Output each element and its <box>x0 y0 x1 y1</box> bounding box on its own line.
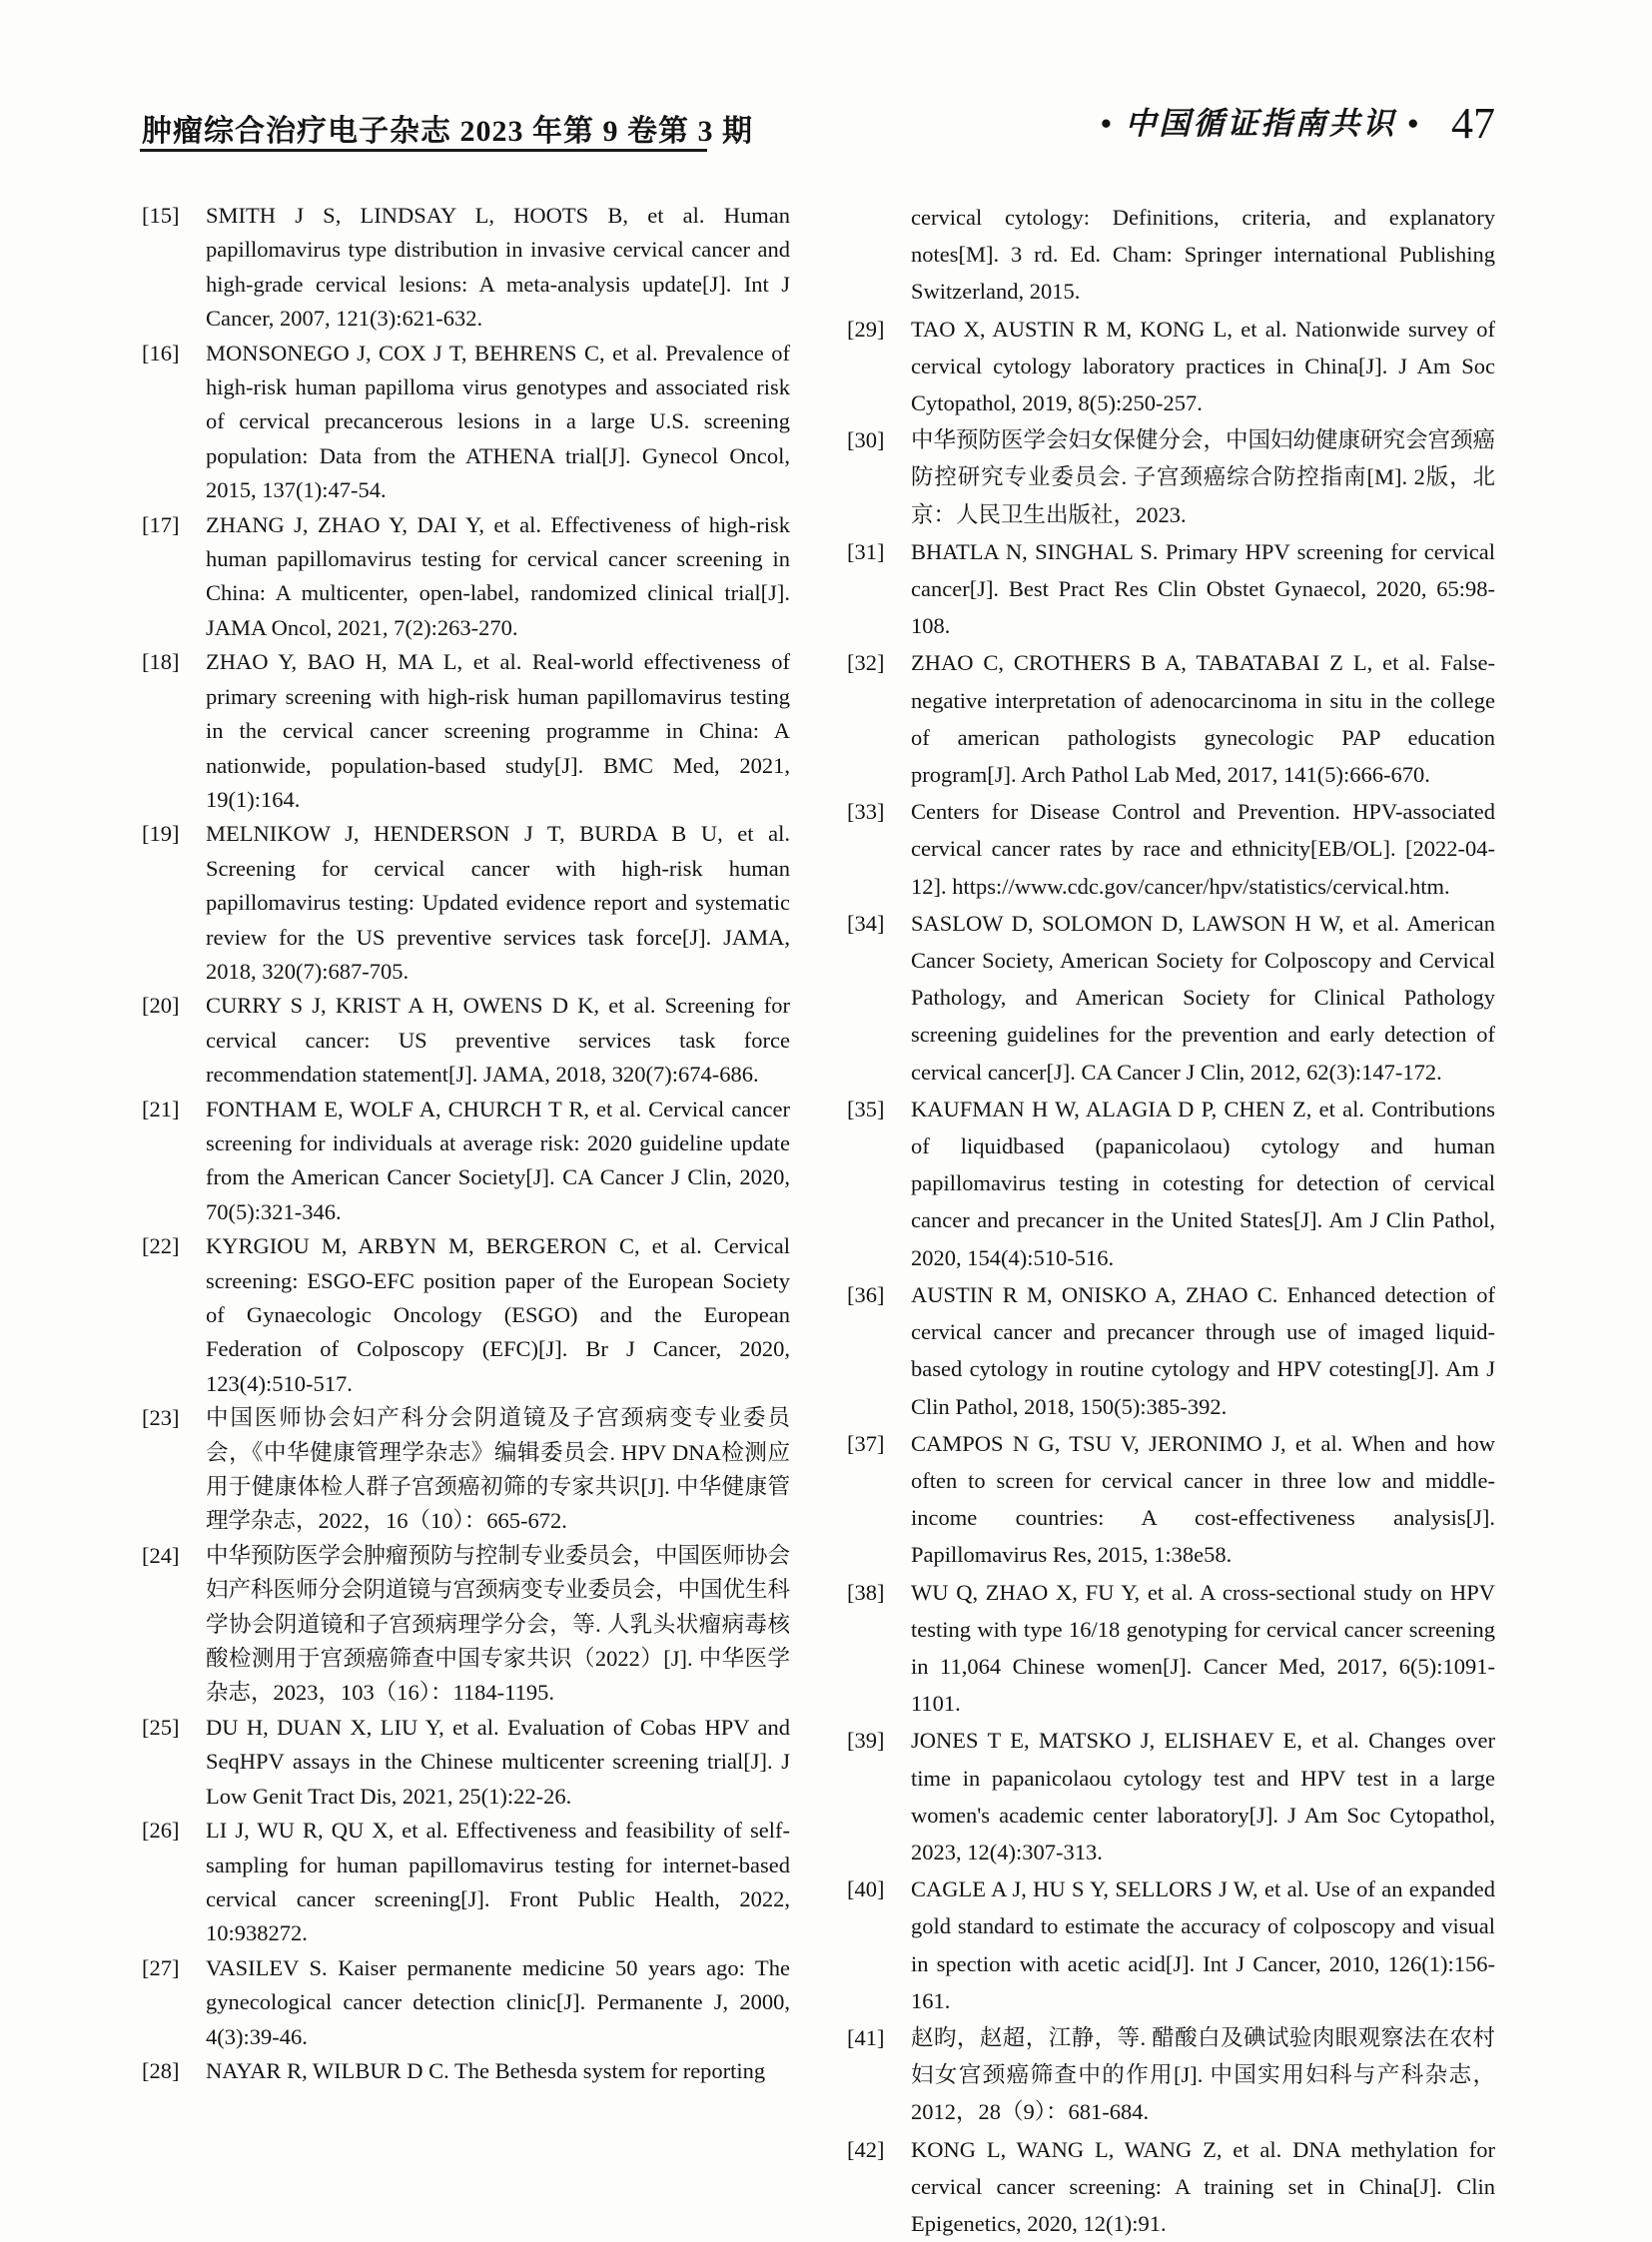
reference-number: [38] <box>847 1579 885 1605</box>
references-right-column <box>847 199 1495 2242</box>
reference-text: AUSTIN R M, ONISKO A, ZHAO C. Enhanced detection of cervical cancer and precancer through use of imaged liquid-based cytology in routine cytology and HPV cotesting[J]. Am J Clin Pathol, 2018, 150(5):385-392. <box>911 1281 1495 1419</box>
reference-text: MELNIKOW J, HENDERSON J T, BURDA B U, et al. Screening for cervical cancer with high-risk human papillomavirus testing: Updated evidence report and systematic review for the US preventive services task force[J]. JAMA, 2018, 320(7):687-705. <box>206 821 790 984</box>
reference-number: [17] <box>142 511 180 537</box>
reference-item <box>142 1539 790 1711</box>
reference-item <box>847 905 1495 1091</box>
reference-item <box>847 1870 1495 2019</box>
reference-number: [41] <box>847 2024 885 2050</box>
reference-item <box>142 1401 790 1539</box>
reference-item <box>142 1711 790 1814</box>
reference-number: [36] <box>847 1281 885 1307</box>
reference-text: BHATLA N, SINGHAL S. Primary HPV screening for cervical cancer[J]. Best Pract Res Clin Obstet Gynaecol, 2020, 65:98-108. <box>911 538 1495 639</box>
reference-text: cervical cytology: Definitions, criteria, and explanatory notes[M]. 3 rd. Ed. Cham: Springer international Publishing Switzerland, 2015. <box>911 205 1495 305</box>
reference-item <box>847 1722 1495 1870</box>
reference-item <box>847 2131 1495 2242</box>
reference-number: [32] <box>847 650 885 676</box>
reference-item <box>142 1814 790 1951</box>
reference-number: [22] <box>142 1233 180 1259</box>
reference-text: ZHANG J, ZHAO Y, DAI Y, et al. Effectiveness of high-risk human papillomavirus testing for cervical cancer screening in China: A multicenter, open-label, randomized clinical trial[J]. JAMA Oncol, 2021, 7(2):263-270. <box>206 511 790 640</box>
reference-number: [33] <box>847 799 885 825</box>
reference-number: [20] <box>142 993 180 1019</box>
section-title: • 中国循证指南共识 • <box>1100 106 1421 141</box>
reference-number: [42] <box>847 2136 885 2162</box>
reference-text: LI J, WU R, QU X, et al. Effectiveness and feasibility of self-sampling for human papillomavirus testing for internet-based cervical cancer screening[J]. Front Public Health, 2022, 10:938272. <box>206 1818 790 1946</box>
reference-number: [37] <box>847 1430 885 1456</box>
reference-item <box>142 989 790 1092</box>
reference-item <box>847 793 1495 905</box>
reference-item <box>142 1093 790 1230</box>
reference-text: JONES T E, MATSKO J, ELISHAEV E, et al. Changes over time in papanicolaou cytology test and HPV test in a large women's academic center laboratory[J]. J Am Soc Cytopathol, 2023, 12(4):307-313. <box>911 1728 1495 1865</box>
reference-number: [30] <box>847 427 885 453</box>
reference-item <box>847 199 1495 311</box>
reference-item <box>847 421 1495 533</box>
reference-text: SMITH J S, LINDSAY L, HOOTS B, et al. Human papillomavirus type distribution in invasive cervical cancer and high-grade cervical lesions: A meta-analysis update[J]. Int J Cancer, 2007, 121(3):621-632. <box>206 203 790 332</box>
reference-item <box>142 817 790 989</box>
reference-item <box>847 1574 1495 1723</box>
reference-text: KONG L, WANG L, WANG Z, et al. DNA methylation for cervical cancer screening: A training set in China[J]. Clin Epigenetics, 2020, 12(1):91. <box>911 2136 1495 2236</box>
reference-item <box>847 1425 1495 1574</box>
reference-number: [23] <box>142 1405 180 1431</box>
reference-item <box>142 508 790 646</box>
reference-number: [15] <box>142 203 180 228</box>
reference-text: ZHAO Y, BAO H, MA L, et al. Real-world effectiveness of primary screening with high-risk human papillomavirus testing in the cervical cancer screening programme in China: A nationwide, population-based study[J]. BMC Med, 2021, 19(1):164. <box>206 649 790 812</box>
reference-text: DU H, DUAN X, LIU Y, et al. Evaluation of Cobas HPV and SeqHPV assays in the Chinese multicenter screening trial[J]. J Low Genit Tract Dis, 2021, 25(1):22-26. <box>206 1714 790 1809</box>
reference-text: CAMPOS N G, TSU V, JERONIMO J, et al. When and how often to screen for cervical cancer in three low and middle-income countries: A cost-effectiveness analysis[J]. Papillomavirus Res, 2015, 1:38e58. <box>911 1430 1495 1568</box>
reference-item <box>142 1229 790 1401</box>
reference-number: [25] <box>142 1714 180 1740</box>
reference-text: WU Q, ZHAO X, FU Y, et al. A cross-sectional study on HPV testing with type 16/18 genotyping for cervical cancer screening in 11,064 Chinese women[J]. Cancer Med, 2017, 6(5):1091-1101. <box>911 1579 1495 1717</box>
reference-number: [28] <box>142 2057 180 2083</box>
reference-text: ZHAO C, CROTHERS B A, TABATABAI Z L, et al. False-negative interpretation of adenocarcinoma in situ in the college of american pathologists gynecologic PAP education program[J]. Arch Pathol Lab Med, 2017, 141(5):666-670. <box>911 650 1495 788</box>
reference-item <box>847 644 1495 793</box>
reference-item <box>847 2019 1495 2131</box>
reference-number: [19] <box>142 821 180 847</box>
reference-text: CAGLE A J, HU S Y, SELLORS J W, et al. Use of an expanded gold standard to estimate the accuracy of colposcopy and visual in spection with acetic acid[J]. Int J Cancer, 2010, 126(1):156-161. <box>911 1876 1495 2013</box>
reference-item <box>847 533 1495 645</box>
reference-number: [39] <box>847 1728 885 1754</box>
reference-number: [27] <box>142 1954 180 1980</box>
reference-number: [24] <box>142 1542 180 1568</box>
reference-number <box>847 199 911 311</box>
reference-number: [31] <box>847 538 885 564</box>
reference-number: [35] <box>847 1096 885 1121</box>
page-number: 47 <box>1451 99 1495 148</box>
reference-number: [40] <box>847 1876 885 1902</box>
reference-text: KYRGIOU M, ARBYN M, BERGERON C, et al. Cervical screening: ESGO-EFC position paper of the European Society of Gynaecologic Oncology (ESGO) and the European Federation of Colposcopy (EFC)[J]. Br J Cancer, 2020, 123(4):510-517. <box>206 1233 790 1396</box>
reference-item <box>142 337 790 508</box>
reference-text: MONSONEGO J, COX J T, BEHRENS C, et al. Prevalence of high-risk human papilloma virus genotypes and associated risk of cervical precancerous lesions in a large U.S. screening population: Data from the ATHENA trial[J]. Gynecol Oncol, 2015, 137(1):47-54. <box>206 340 790 503</box>
reference-text: 中华预防医学会肿瘤预防与控制专业委员会，中国医师协会妇产科医师分会阴道镜与宫颈病变专业委员会，中国优生科学协会阴道镜和子宫颈病理学分会，等. 人乳头状瘤病毒核酸检测用于宫颈癌筛查中国专家共识（2022）[J]. 中华医学杂志，2023，103（16）：1184-1195. <box>206 1542 791 1706</box>
reference-number: [21] <box>142 1096 180 1121</box>
references-list <box>142 199 1495 2242</box>
reference-text: 中华预防医学会妇女保健分会，中国妇幼健康研究会宫颈癌防控研究专业委员会. 子宫颈癌综合防控指南[M]. 2版，北京：人民卫生出版社，2023. <box>911 427 1496 527</box>
reference-item <box>142 645 790 817</box>
header-right <box>1101 98 1495 146</box>
header-rule <box>140 149 707 152</box>
reference-text: SASLOW D, SOLOMON D, LAWSON H W, et al. American Cancer Society, American Society for Colposcopy and Cervical Pathology, and American Society for Clinical Pathology screening guidelines for the prevention and early detection of cervical cancer[J]. CA Cancer J Clin, 2012, 62(3):147-172. <box>911 910 1495 1085</box>
reference-item <box>847 1091 1495 1276</box>
journal-title: 肿瘤综合治疗电子杂志 2023 年第 9 卷第 3 期 <box>142 115 753 148</box>
reference-text: KAUFMAN H W, ALAGIA D P, CHEN Z, et al. Contributions of liquidbased (papanicolaou) cytology and human papillomavirus testing in cotesting for detection of cervical cancer and precancer in the United States[J]. Am J Clin Pathol, 2020, 154(4):510-516. <box>911 1096 1495 1270</box>
reference-text: 赵昀，赵超，江静，等. 醋酸白及碘试验肉眼观察法在农村妇女宫颈癌筛查中的作用[J]. 中国实用妇科与产科杂志，2012，28（9）：681-684. <box>911 2024 1495 2125</box>
reference-text: FONTHAM E, WOLF A, CHURCH T R, et al. Cervical cancer screening for individuals at average risk: 2020 guideline update from the American Cancer Society[J]. CA Cancer J Clin, 2020, 70(5):321-346. <box>206 1096 790 1224</box>
reference-text: TAO X, AUSTIN R M, KONG L, et al. Nationwide survey of cervical cytology laboratory practices in China[J]. J Am Soc Cytopathol, 2019, 8(5):250-257. <box>911 316 1495 416</box>
reference-text: NAYAR R, WILBUR D C. The Bethesda system for reporting <box>206 2057 766 2083</box>
reference-number: [18] <box>142 649 180 675</box>
reference-number: [29] <box>847 316 885 342</box>
reference-number: [16] <box>142 340 180 366</box>
reference-text: Centers for Disease Control and Prevention. HPV-associated cervical cancer rates by race and ethnicity[EB/OL]. [2022-04-12]. https://www.cdc.gov/cancer/hpv/statistics/cervical.htm. <box>911 799 1495 899</box>
reference-item <box>142 1951 790 2054</box>
reference-item <box>142 199 790 337</box>
reference-text: 中国医师协会妇产科分会阴道镜及子宫颈病变专业委员会，《中华健康管理学杂志》编辑委员会. HPV DNA检测应用于健康体检人群子宫颈癌初筛的专家共识[J]. 中华健康管理学杂志，2022，16（10）：665-672. <box>206 1405 790 1534</box>
reference-item <box>142 2054 790 2088</box>
reference-number: [34] <box>847 910 885 936</box>
references-left-column <box>142 199 790 2242</box>
reference-item <box>847 311 1495 422</box>
reference-item <box>847 1276 1495 1425</box>
reference-text: CURRY S J, KRIST A H, OWENS D K, et al. Screening for cervical cancer: US preventive services task force recommendation statement[J]. JAMA, 2018, 320(7):674-686. <box>206 993 790 1088</box>
reference-number: [26] <box>142 1818 180 1844</box>
reference-text: VASILEV S. Kaiser permanente medicine 50 years ago: The gynecological cancer detection clinic[J]. Permanente J, 2000, 4(3):39-46. <box>206 1954 790 2049</box>
